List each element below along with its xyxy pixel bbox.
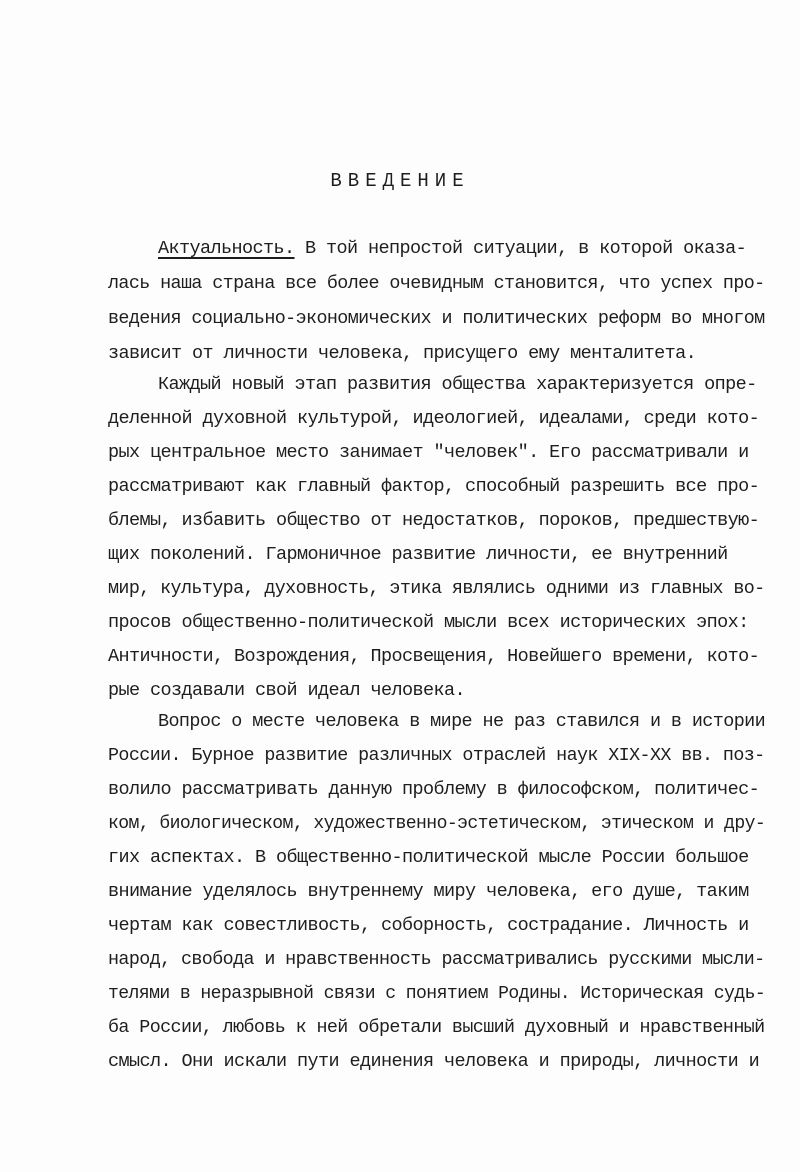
- text-line: рых центральное место занимает "человек". Его рассматривали и: [108, 442, 749, 463]
- page-title: ВВЕДЕНИЕ: [330, 170, 470, 192]
- text-line: просов общественно-политической мысли всех исторических эпох:: [108, 612, 749, 633]
- text-line: ведения социально-экономических и политических реформ во многом: [108, 308, 765, 329]
- text-line: мир, культура, духовность, этика являлись одними из главных во-: [108, 578, 765, 599]
- text-line: ба России, любовь к ней обретали высший духовный и нравственный: [108, 1017, 765, 1038]
- text-line: В той непростой ситуации, в которой оказа-: [294, 238, 747, 259]
- paragraph-label: Актуальность.: [158, 238, 295, 259]
- paragraph-first-line: [158, 240, 746, 259]
- text-line: смысл. Они искали пути единения человека и природы, личности и: [108, 1051, 760, 1072]
- text-line: рассматривают как главный фактор, способный разрешить все про-: [108, 476, 760, 497]
- text-line: Вопрос о месте человека в мире не раз ставился и в истории: [158, 711, 766, 732]
- text-line: деленной духовной культурой, идеологией, идеалами, среди кото-: [108, 408, 760, 429]
- text-line: ком, биологическом, художественно-эстетическом, этическом и дру-: [108, 813, 766, 834]
- text-line: внимание уделялось внутреннему миру человека, его душе, таким: [108, 881, 749, 902]
- text-line: волило рассматривать данную проблему в философском, политичес-: [108, 779, 760, 800]
- text-line: России. Бурное развитие различных отраслей наук XIX-XX вв. поз-: [108, 745, 765, 766]
- text-line: чертам как совестливость, соборность, сострадание. Личность и: [108, 915, 749, 936]
- text-line: телями в неразрывной связи с понятием Родины. Историческая судь-: [108, 983, 766, 1004]
- text-line: рые создавали свой идеал человека.: [108, 680, 466, 701]
- text-line: зависит от личности человека, присущего ему менталитета.: [108, 343, 697, 364]
- text-line: народ, свобода и нравственность рассматривались русскими мысли-: [108, 949, 765, 970]
- text-line: лась наша страна все более очевидным становится, что успех про-: [108, 273, 765, 294]
- text-line: гих аспектах. В общественно-политической мысле России большое: [108, 847, 749, 868]
- text-line: Каждый новый этап развития общества характеризуется опре-: [158, 374, 757, 395]
- text-line: щих поколений. Гармоничное развитие личности, ее внутренний: [108, 544, 728, 565]
- text-line: Античности, Возрождения, Просвещения, Новейшего времени, кото-: [108, 646, 760, 667]
- text-line: блемы, избавить общество от недостатков, пороков, предшествую-: [108, 510, 760, 531]
